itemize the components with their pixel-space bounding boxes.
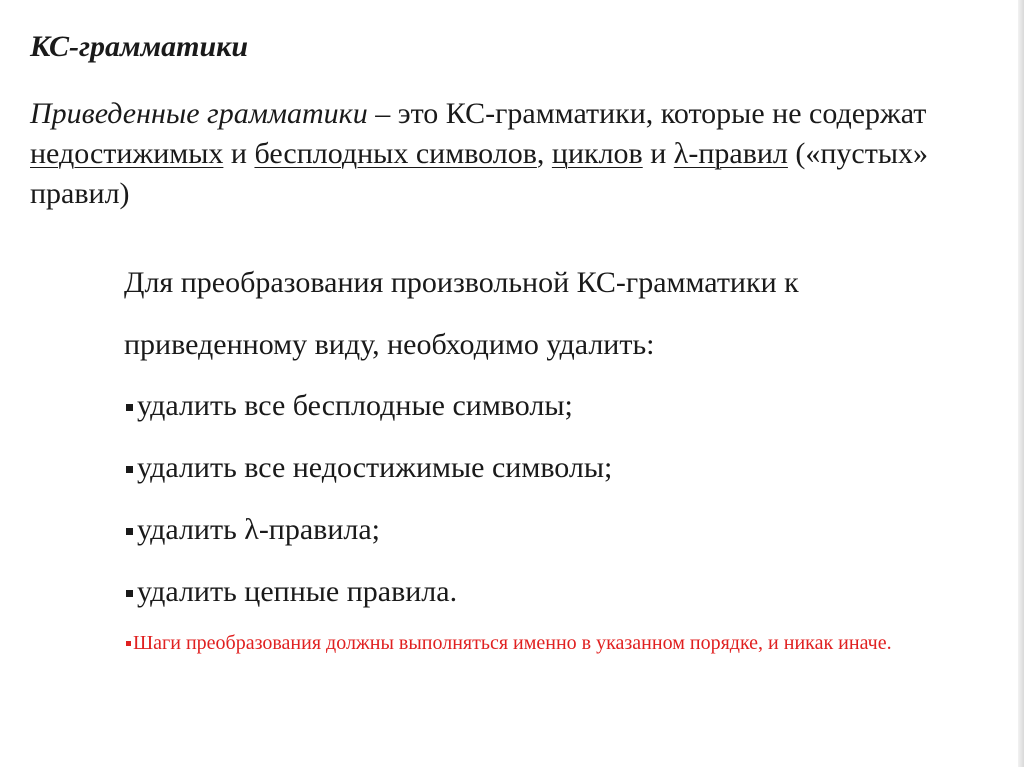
slide-right-edge (1018, 0, 1024, 767)
order-note-text: Шаги преобразования должны выполняться именно в указанном порядке, и никак иначе. (133, 632, 892, 654)
order-note (126, 620, 1006, 666)
definition-text-5: («пустых» правил) (30, 137, 929, 210)
underlined-lambda-rules: λ-правил (673, 137, 788, 170)
square-bullet-icon (126, 404, 133, 411)
underlined-unreachable: недостижимых (30, 137, 224, 170)
square-bullet-icon (126, 466, 133, 473)
definition-text-4: и (642, 137, 674, 170)
steps-list (126, 384, 612, 632)
step-text: удалить λ-правила; (137, 513, 381, 546)
definition-term: Приведенные грамматики (30, 97, 368, 130)
list-item (126, 446, 612, 508)
step-text: удалить все бесплодные символы; (137, 389, 573, 422)
step-text: удалить цепные правила. (137, 575, 458, 608)
underlined-useless-symbols: бесплодных символов (254, 137, 537, 170)
definition-text-3: , (536, 137, 552, 170)
list-item (126, 384, 612, 446)
square-bullet-icon (126, 590, 133, 597)
square-bullet-icon (126, 641, 131, 646)
slide-title: КС-грамматики (30, 30, 249, 63)
underlined-cycles: циклов (551, 137, 643, 170)
square-bullet-icon (126, 528, 133, 535)
definition-text-2: и (223, 137, 255, 170)
list-item (126, 508, 612, 570)
definition-paragraph (30, 94, 980, 214)
step-text: удалить все недостижимые символы; (137, 451, 613, 484)
intro-paragraph: Для преобразования произвольной КС-грамматики к приведенному виду, необходимо удалить: (124, 266, 799, 361)
definition-text-1: – это КС-грамматики, которые не содержат (367, 97, 927, 130)
